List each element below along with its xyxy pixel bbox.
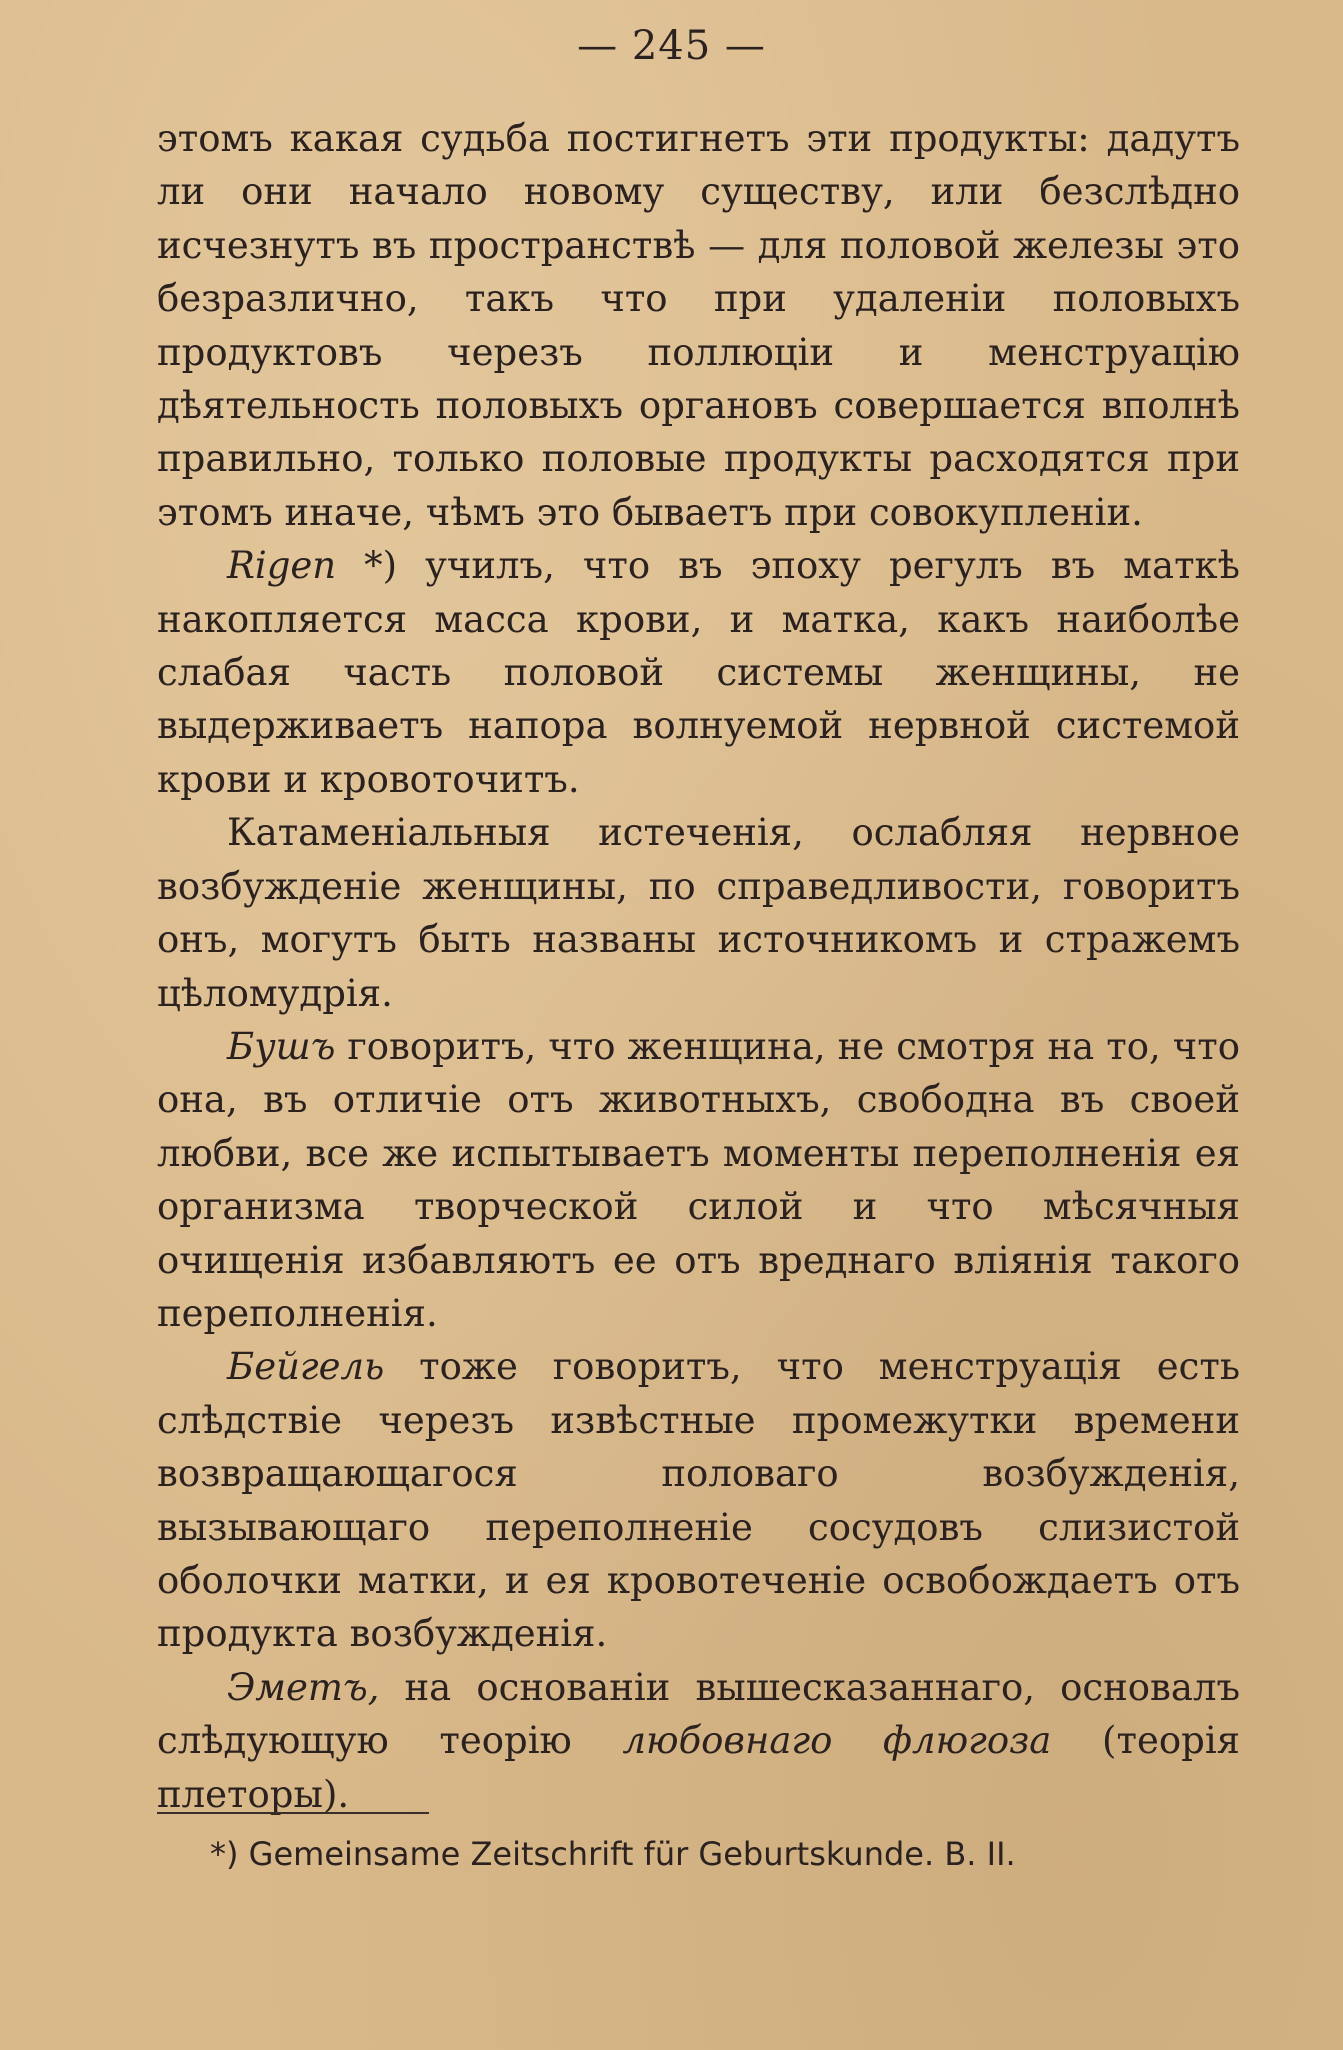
paragraph-4	[157, 1020, 1240, 1340]
body-text	[157, 112, 1240, 1821]
paragraph-text: Катаменiальныя истеченiя, ослабляя нервное возбужденiе женщины, по справедливости, говоритъ онъ, могутъ быть названы источникомъ и стражемъ цѣломудрiя.	[157, 811, 1240, 1015]
author-name: Rigen	[227, 544, 337, 588]
paragraph-text: тоже говоритъ, что менструацiя есть слѣдствiе черезъ извѣстные промежутки времени возвращающагося половаго возбужденiя, вызывающаго переполненiе сосудовъ слизистой оболочки матки, и ея кровотеченiе освобождаетъ отъ продукта возбужденiя.	[157, 1345, 1240, 1656]
paragraph-text: этомъ какая судьба постигнетъ эти продукты: дадутъ ли они начало новому существу, или безслѣдно исчезнутъ въ пространствѣ — для половой железы это безразлично, такъ что при удаленiи половыхъ продуктовъ черезъ поллюцiи и менструацiю дѣятельность половыхъ органовъ совершается вполнѣ правильно, только половые продукты расходятся при этомъ иначе, чѣмъ это бываетъ при совокупленiи.	[157, 117, 1240, 534]
author-name: Бейгель	[227, 1345, 385, 1389]
paragraph-3	[157, 806, 1240, 1020]
paragraph-6	[157, 1661, 1240, 1821]
paragraph-2	[157, 539, 1240, 806]
emphasized-term: любовнаго флюгоза	[622, 1719, 1052, 1763]
paragraph-text-end: (теорiя плеторы).	[157, 1719, 1240, 1816]
paragraph-1	[157, 112, 1240, 539]
footnote-divider	[157, 1812, 429, 1814]
paragraph-text: *) училъ, что въ эпоху регулъ въ маткѣ накопляется масса крови, и матка, какъ наиболѣе слабая часть половой системы женщины, не выдерживаетъ напора волнуемой нервной системой крови и кровоточитъ.	[157, 544, 1240, 801]
paragraph-text: говоритъ, что женщина, не смотря на то, что она, въ отличiе отъ животныхъ, свободна въ своей любви, все же испытываетъ моменты переполненiя ея организма творческой силой и что мѣсячныя очищенiя избавляютъ ее отъ вреднаго влiянiя такого переполненiя.	[157, 1024, 1240, 1335]
paragraph-text: на основанiи вышесказаннаго, основалъ слѣдующую теорiю	[157, 1665, 1240, 1763]
footnote: *) Gemeinsame Zeitschrift für Geburtskunde. B. II.	[210, 1835, 1016, 1873]
author-name: Бушъ	[227, 1024, 336, 1068]
author-name: Эметъ,	[227, 1665, 380, 1709]
page-number: — 245 —	[577, 23, 766, 69]
paragraph-5	[157, 1340, 1240, 1660]
